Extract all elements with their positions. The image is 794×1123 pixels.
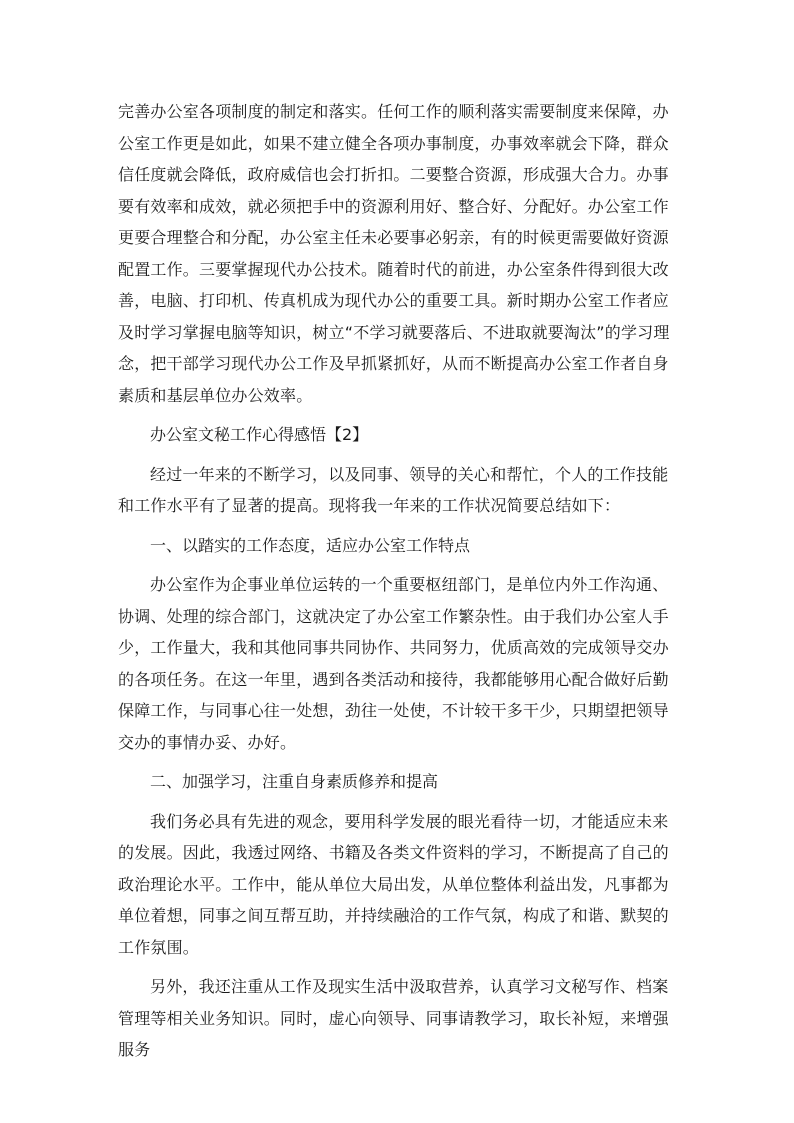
document-body (118, 96, 678, 1074)
section-title-2: 办公室文秘工作心得感悟【2】 (150, 425, 369, 444)
paragraph-additional: 另外，我还注重从工作及现实生活中汲取营养，认真学习文秘写作、档案管理等相关业务知识。同时，虚心向领导、同事请教学习，取长补短，来增强服务 (118, 977, 669, 1059)
subheading-2: 二、加强学习，注重自身素质修养和提高 (150, 772, 439, 791)
paragraph-intro: 经过一年来的不断学习，以及同事、领导的关心和帮忙，个人的工作技能和工作水平有了显著的提高。现将我一年来的工作状况简要总结如下： (118, 464, 669, 515)
paragraph-office-work: 办公室作为企事业单位运转的一个重要枢纽部门，是单位内外工作沟通、协调、处理的综合部门，这就决定了办公室工作繁杂性。由于我们办公室人手少，工作量大，我和其他同事共同协作、共同努力，优质高效的完成领导交办的各项任务。在这一年里，遇到各类活动和接待，我都能够用心配合做好后勤保障工作，与同事心往一处想，劲往一处使，不计较干多干少，只期望把领导交办的事情办妥、办好。 (118, 575, 669, 752)
paragraph-continuation: 完善办公室各项制度的制定和落实。任何工作的顺利落实需要制度来保障，办公室工作更是如此，如果不建立健全各项办事制度，办事效率就会下降，群众信任度就会降低，政府威信也会打折扣。二要整合资源，形成强大合力。办事要有效率和成效，就必须把手中的资源利用好、整合好、分配好。办公室工作更要合理整合和分配，办公室主任未必要事必躬亲，有的时候更需要做好资源配置工作。三要掌握现代办公技术。随着时代的前进，办公室条件得到很大改善，电脑、打印机、传真机成为现代办公的重要工具。新时期办公室工作者应及时学习掌握电脑等知识，树立“不学习就要落后、不进取就要淘汰”的学习理念，把干部学习现代办公工作及早抓紧抓好，从而不断提高办公室工作者自身素质和基层单位办公效率。 (118, 102, 670, 405)
subheading-1: 一、以踏实的工作态度，适应办公室工作特点 (150, 535, 471, 555)
paragraph-learning: 我们务必具有先进的观念，要用科学发展的眼光看待一切，才能适应未来的发展。因此，我透过网络、书籍及各类文件资料的学习，不断提高了自己的政治理论水平。工作中，能从单位大局出发，从单位整体利益出发，凡事都为单位着想，同事之间互帮互助，并持续融洽的工作气氛，构成了和谐、默契的工作氛围。 (118, 811, 669, 957)
